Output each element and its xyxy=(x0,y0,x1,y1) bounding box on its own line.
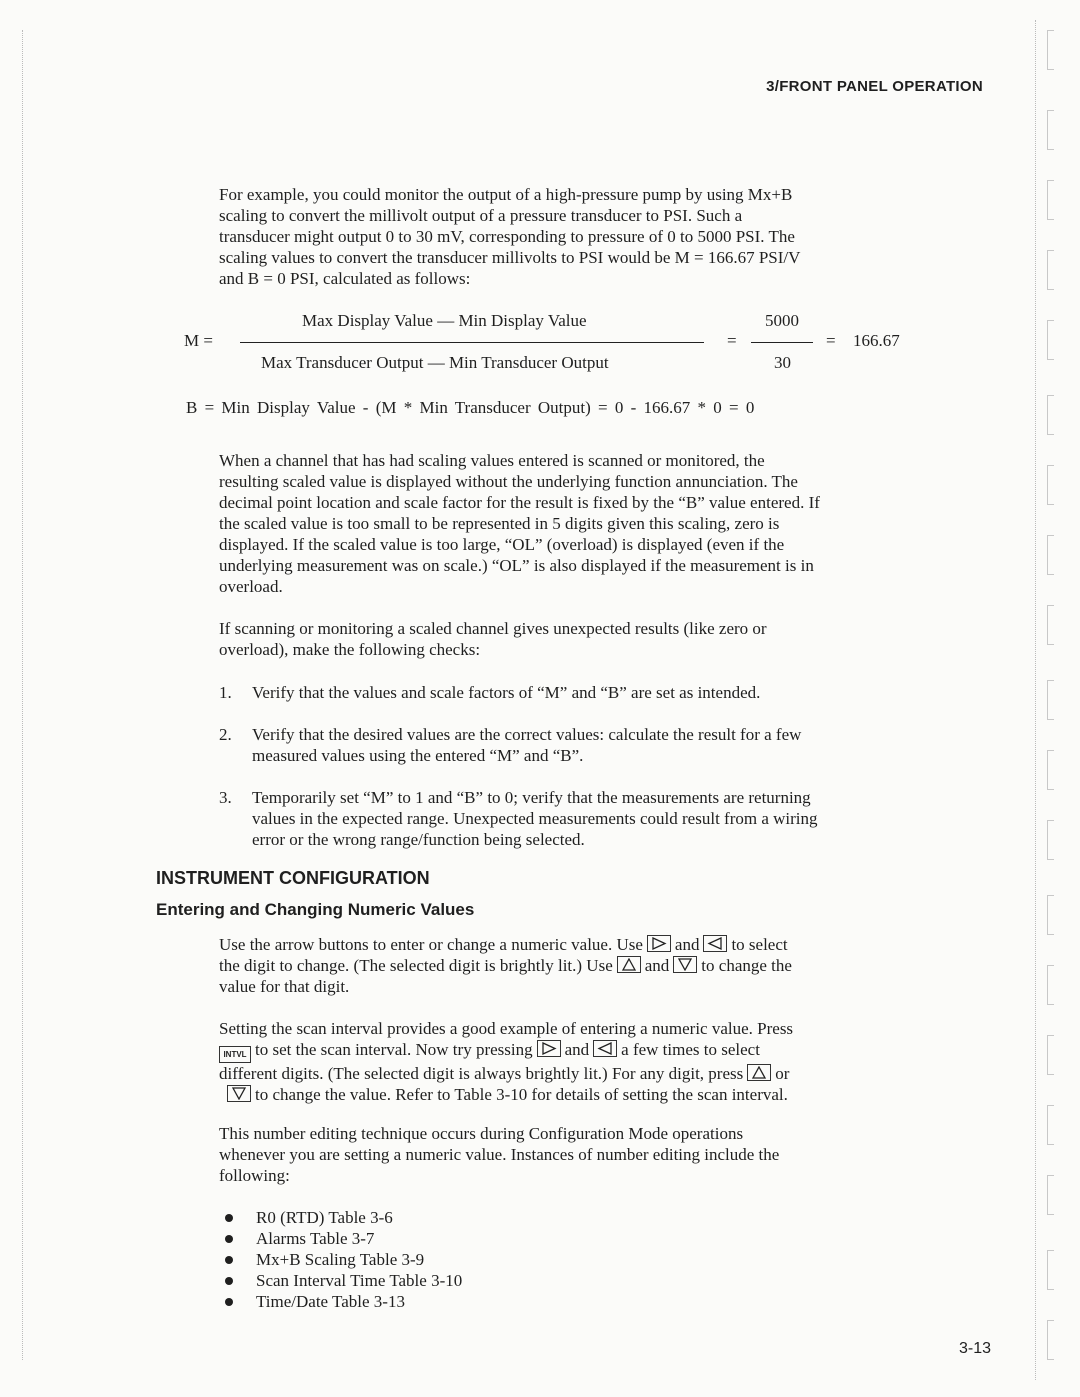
list-item: Alarms Table 3-7 xyxy=(222,1228,462,1249)
checks-intro: If scanning or monitoring a scaled channel gives unexpected results (like zero or overload), make the following checks: xyxy=(219,619,767,659)
intvl-key-icon: INTVL xyxy=(219,1046,251,1063)
binder-mark xyxy=(1047,680,1054,720)
binder-mark xyxy=(1047,750,1054,790)
list-item: Verify that the values and scale factors of “M” and “B” are set as intended. xyxy=(252,683,761,702)
list-item: Time/Date Table 3-13 xyxy=(222,1291,462,1312)
subsection-heading: Entering and Changing Numeric Values xyxy=(156,900,475,919)
scan-edge-right xyxy=(1035,20,1036,1380)
formula-m-denominator: Max Transducer Output — Min Transducer Output xyxy=(261,353,609,372)
formula-m-equals: = xyxy=(826,331,836,350)
binder-mark xyxy=(1047,1105,1054,1145)
binder-mark xyxy=(1047,465,1054,505)
list-item-number: 1. xyxy=(219,683,232,702)
interval-paragraph: Setting the scan interval provides a good example of entering a numeric value. Press INTVL to set the scan interval. Now try pressing and a few times to select different digits. (The selected digit is always brightly lit.) For any digit, press or to change the value. Refer to Table 3-10 for details of setting the scan interval. xyxy=(219,1019,794,1104)
up-arrow-key-icon xyxy=(747,1064,771,1081)
binder-mark xyxy=(1047,250,1054,290)
formula-b: B = Min Display Value - (M * Min Transducer Output) = 0 - 166.67 * 0 = 0 xyxy=(186,398,755,417)
fraction-bar xyxy=(240,342,704,343)
running-header: 3/FRONT PANEL OPERATION xyxy=(766,78,983,95)
intro-paragraph: For example, you could monitor the output of a high-pressure pump by using Mx+B scaling to convert the millivolt output of a pressure transducer to PSI. Such a transducer might output 0 to 30 mV, corresponding to pressure of 0 to 5000 PSI. The scaling values to convert the transducer millivolts to PSI would be M = 166.67 PSI/V and B = 0 PSI, calculated as follows: xyxy=(219,185,801,288)
editing-paragraph: This number editing technique occurs during Configuration Mode operations whenever you are setting a numeric value. Instances of number editing include the following: xyxy=(219,1124,780,1185)
formula-m-lhs: M = xyxy=(184,331,213,350)
binder-mark xyxy=(1047,605,1054,645)
binder-mark xyxy=(1047,820,1054,860)
binder-mark xyxy=(1047,1320,1054,1360)
binder-mark xyxy=(1047,895,1054,935)
down-arrow-key-icon xyxy=(673,956,697,973)
right-arrow-key-icon xyxy=(647,935,671,952)
list-item: Verify that the desired values are the correct values: calculate the result for a few measured values using the entered “M” and “B”. xyxy=(252,725,802,765)
list-item: Mx+B Scaling Table 3-9 xyxy=(222,1249,462,1270)
list-item: R0 (RTD) Table 3-6 xyxy=(222,1207,462,1228)
formula-m-equals: = xyxy=(727,331,737,350)
scaled-paragraph: When a channel that has had scaling values entered is scanned or monitored, the resulting scaled value is displayed without the underlying function annunciation. The decimal point location and scale factor for the result is fixed by the “B” value entered. If the scaled value is too small to be represented in 5 digits given this scaling, zero is displayed. If the scaled value is too large, “OL” (overload) is displayed (even if the underlying measurement was on scale.) “OL” is also displayed if the measurement is in overload. xyxy=(219,451,820,596)
up-arrow-key-icon xyxy=(617,956,641,973)
list-item: Temporarily set “M” to 1 and “B” to 0; verify that the measurements are returning values in the expected range. Unexpected measurements could result from a wiring error or the wrong range/function being selected. xyxy=(252,788,818,849)
down-arrow-key-icon xyxy=(227,1085,251,1102)
binder-mark xyxy=(1047,180,1054,220)
binder-mark xyxy=(1047,110,1054,150)
list-item-number: 2. xyxy=(219,725,232,744)
right-arrow-key-icon xyxy=(537,1040,561,1057)
list-item: Scan Interval Time Table 3-10 xyxy=(222,1270,462,1291)
left-arrow-key-icon xyxy=(593,1040,617,1057)
formula-m-numerator: Max Display Value — Min Display Value xyxy=(302,311,587,330)
binder-mark xyxy=(1047,1175,1054,1215)
binder-mark xyxy=(1047,1250,1054,1290)
binder-mark xyxy=(1047,535,1054,575)
binder-mark xyxy=(1047,30,1054,70)
arrows-paragraph: Use the arrow buttons to enter or change a numeric value. Use and to select the digit to change. (The selected digit is brightly lit.) Use and to change the value for that digit. xyxy=(219,935,792,996)
left-arrow-key-icon xyxy=(703,935,727,952)
formula-m-result: 166.67 xyxy=(853,331,900,350)
formula-m-den-value: 30 xyxy=(774,353,791,372)
section-heading: INSTRUMENT CONFIGURATION xyxy=(156,868,430,888)
list-item-number: 3. xyxy=(219,788,232,807)
page-number: 3-13 xyxy=(958,1340,991,1357)
binder-mark xyxy=(1047,965,1054,1005)
fraction-bar xyxy=(751,342,813,343)
formula-m-num-value: 5000 xyxy=(765,311,799,330)
binder-mark xyxy=(1047,395,1054,435)
instances-list xyxy=(222,1207,462,1312)
binder-mark xyxy=(1047,320,1054,360)
binder-mark xyxy=(1047,1035,1054,1075)
scan-edge-left xyxy=(22,30,23,1360)
